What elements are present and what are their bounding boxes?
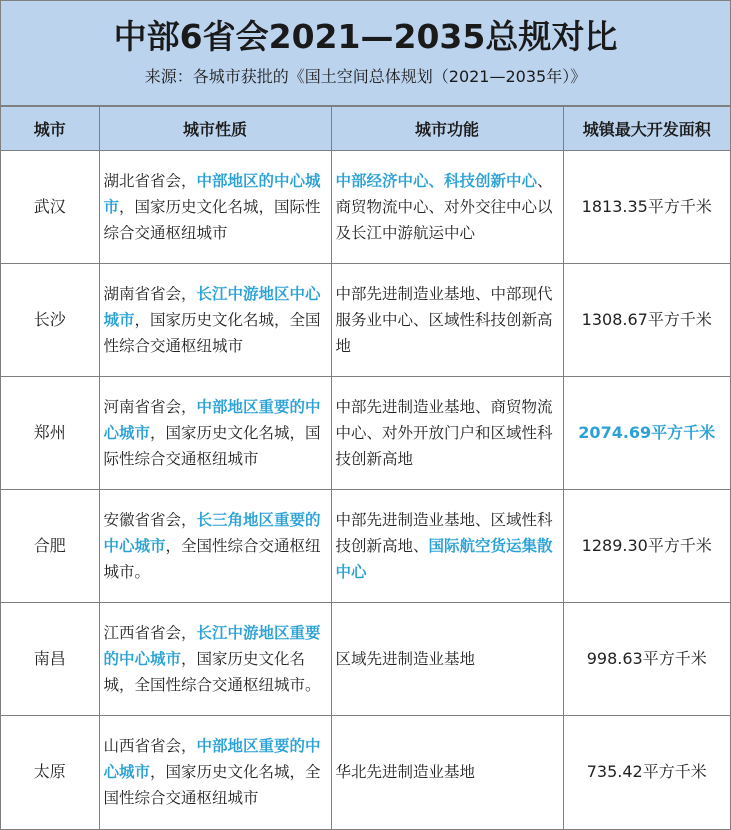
table-row — [1, 151, 730, 264]
plain-text: 中部先进制造业基地、区域性科技创新高地、 — [335, 511, 553, 555]
header-area: 城镇最大开发面积 — [563, 107, 730, 151]
plain-text: 区域先进制造业基地 — [335, 650, 476, 668]
plain-text: ，国家历史文化名城，全国性综合交通枢纽城市。 — [103, 650, 321, 694]
highlighted-text: 中部地区重要的中心城市 — [103, 737, 321, 782]
highlighted-text: 长江中游地区中心城市 — [103, 285, 321, 329]
plain-text: 湖南省省会， — [103, 285, 197, 303]
city-nature-cell — [99, 151, 331, 264]
city-function-cell — [331, 377, 563, 490]
city-name-cell: 郑州 — [1, 377, 99, 490]
area-value: 2074.69平方千米 — [578, 423, 716, 442]
plain-text: 安徽省省会， — [103, 511, 197, 529]
plain-text: ，全国性综合交通枢纽城市。 — [103, 537, 321, 581]
plain-text: 华北先进制造业基地 — [335, 763, 476, 782]
plain-text: 湖北省省会， — [103, 172, 197, 190]
city-function-cell — [331, 716, 563, 829]
plain-text: 山西省省会， — [103, 737, 197, 756]
title-block — [1, 1, 730, 106]
header-row — [1, 107, 730, 151]
development-area-cell — [563, 716, 730, 829]
area-value: 735.42平方千米 — [586, 762, 707, 782]
plain-text: ，国家历史文化名城，国际性综合交通枢纽城市 — [103, 198, 321, 242]
city-nature-cell — [99, 264, 331, 377]
development-area-cell — [563, 264, 730, 377]
area-value: 998.63平方千米 — [586, 649, 707, 668]
highlighted-text: 国际航空货运集散中心 — [335, 537, 553, 581]
plain-text: ，国家历史文化名城，全国性综合交通枢纽城市 — [103, 311, 321, 355]
header-function: 城市功能 — [331, 107, 563, 151]
area-value: 1813.35平方千米 — [581, 197, 712, 216]
table-row — [1, 603, 730, 716]
city-function-cell — [331, 490, 563, 603]
city-function-cell — [331, 151, 563, 264]
page-title: 中部6省会2021—2035总规对比 — [113, 17, 618, 56]
header-city: 城市 — [1, 107, 99, 151]
table-row — [1, 264, 730, 377]
city-name-cell: 太原 — [1, 716, 99, 829]
plain-text: 中部先进制造业基地、中部现代服务业中心、区域性科技创新高地 — [335, 285, 553, 355]
plain-text: 江西省省会， — [103, 624, 197, 642]
area-value: 1308.67平方千米 — [581, 310, 712, 329]
plain-text: ，国家历史文化名城，国际性综合交通枢纽城市 — [103, 424, 321, 468]
development-area-cell — [563, 490, 730, 603]
table-row — [1, 490, 730, 603]
area-value: 1289.30平方千米 — [581, 536, 712, 555]
highlighted-text: 中部经济中心、科技创新中心 — [335, 172, 538, 190]
plain-text: ，国家历史文化名城，全国性综合交通枢纽城市 — [103, 763, 321, 808]
city-name-cell: 合肥 — [1, 490, 99, 603]
plain-text: 、商贸物流中心、对外交往中心以及长江中游航运中心 — [335, 172, 553, 242]
highlighted-text: 中部地区的中心城市 — [103, 172, 321, 216]
comparison-table — [1, 106, 730, 829]
header-nature: 城市性质 — [99, 107, 331, 151]
city-function-cell — [331, 264, 563, 377]
plain-text: 河南省省会， — [103, 398, 197, 416]
highlighted-text: 长三角地区重要的中心城市 — [103, 511, 321, 555]
table-body — [1, 151, 730, 829]
table-row — [1, 377, 730, 490]
city-function-cell — [331, 603, 563, 716]
city-nature-cell — [99, 490, 331, 603]
plain-text: 中部先进制造业基地、商贸物流中心、对外开放门户和区域性科技创新高地 — [335, 398, 553, 468]
highlighted-text: 长江中游地区重要的中心城市 — [103, 624, 321, 668]
city-nature-cell — [99, 377, 331, 490]
city-name-cell: 长沙 — [1, 264, 99, 377]
development-area-cell — [563, 151, 730, 264]
table-row — [1, 716, 730, 829]
development-area-cell — [563, 377, 730, 490]
development-area-cell — [563, 603, 730, 716]
highlighted-text: 中部地区重要的中心城市 — [103, 398, 321, 442]
city-name-cell: 武汉 — [1, 151, 99, 264]
city-nature-cell — [99, 603, 331, 716]
city-nature-cell — [99, 716, 331, 829]
city-name-cell: 南昌 — [1, 603, 99, 716]
source-subtitle: 来源：各城市获批的《国土空间总体规划（2021—2035年）》 — [144, 67, 587, 86]
